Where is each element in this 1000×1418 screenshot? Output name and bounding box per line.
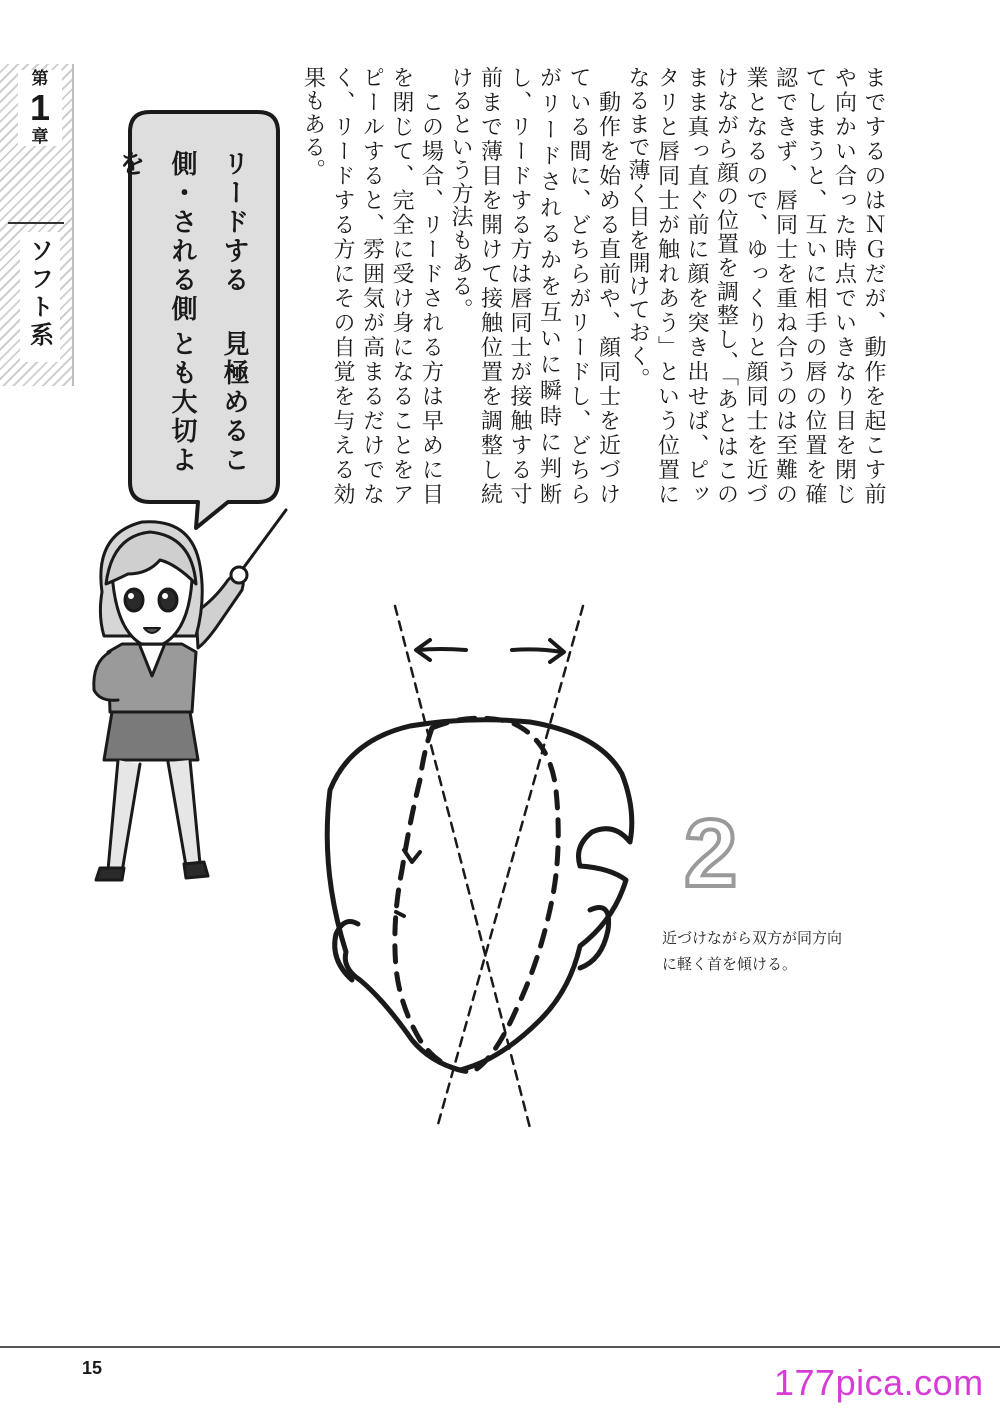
watermark: 177pica.com (774, 1362, 984, 1403)
left-arrow-icon (416, 640, 466, 660)
step-number: 2 (684, 800, 738, 907)
chapter-title: ソフト系 (20, 232, 60, 362)
tilt-axis-right (437, 606, 583, 1128)
caption-line-1: 近づけながら双方が同方向 (662, 929, 843, 947)
footer-rule (0, 1346, 1000, 1348)
body-paragraph: この場合、リードされる方は早めに目を閉じて、完全に受け身になることをアピールすると、雰囲気が高まるだけでなく、リードする方にその自覚を与える効果もある。 (300, 66, 444, 506)
chapter-prefix: 第 (31, 69, 49, 89)
tilted-head-dashed (395, 718, 558, 1072)
body-paragraph: 動作を始める直前や、顔同士を近づけている間に、どちらがリードし、どちらがリードされるかを互いに瞬時に判断し、リードする方は唇同士が接触する寸前まで薄目を開けて接触位置を調整し続けるという方法もある。 (448, 66, 621, 506)
speech-line-1: リードする側・される側を (115, 150, 249, 324)
chapter-suffix: 章 (31, 127, 49, 147)
chapter-number: 1 (29, 87, 51, 128)
speech-line-2: 見極めることも大切よ (167, 330, 249, 475)
caption-line-2: に軽く首を傾ける。 (662, 955, 798, 973)
body-paragraph: までするのはＮＧだが、動作を起こす前や向かい合った時点でいきなり目を閉じてしまうと、互いに相手の唇の位置を確認できず、唇同士を重ね合うのは至難の業となるので、ゆっくりと顔同士を近づけながら顔の位置を調整し、「あとはこのまま真っ直ぐ前に顔を突き出せば、ピッタリと唇同士が触れあう」という位置になるまで薄く目を開けておく。 (625, 66, 886, 506)
figure-caption (662, 925, 862, 977)
head-outline (327, 720, 632, 1070)
page-number: 15 (82, 1358, 103, 1378)
right-arrow-icon (512, 640, 564, 662)
